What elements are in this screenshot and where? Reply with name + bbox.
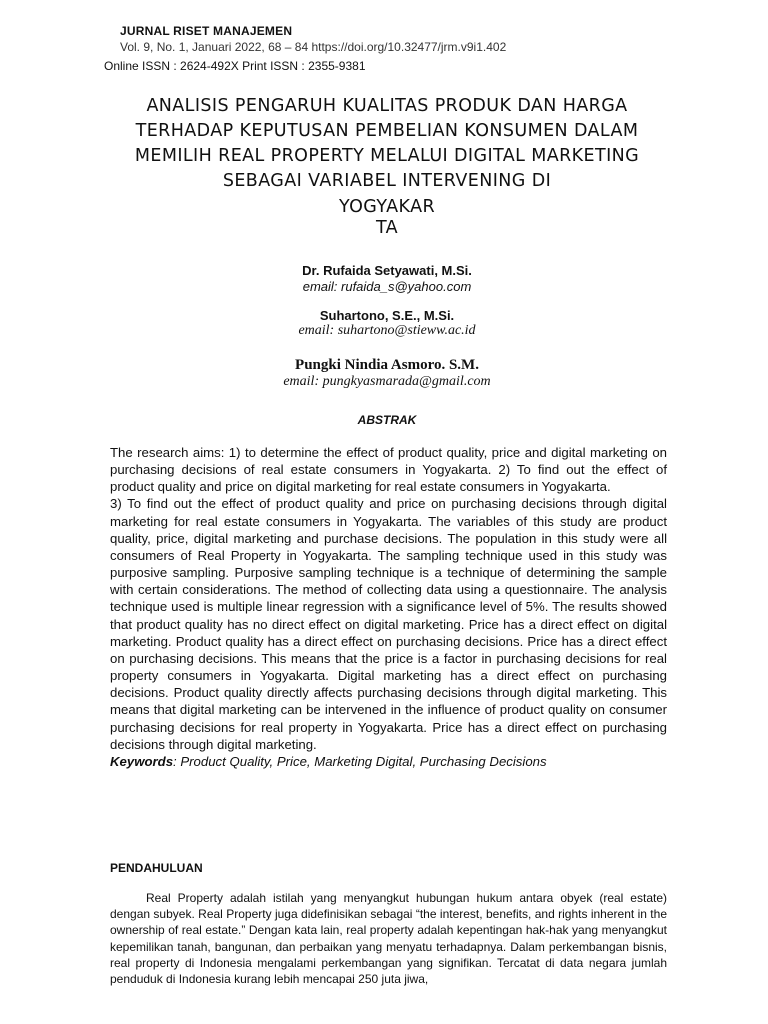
title-line: ANALISIS PENGARUH KUALITAS PRODUK DAN HARGA — [146, 96, 628, 116]
journal-name: JURNAL RISET MANAJEMEN — [120, 24, 293, 38]
paper-title — [100, 94, 674, 239]
keywords-label: Keywords — [110, 753, 174, 769]
title-line: SEBAGAI VARIABEL INTERVENING DI — [222, 171, 552, 191]
abstract-heading: ABSTRAK — [357, 413, 417, 427]
author-email: email: pungkyasmarada@gmail.com — [283, 374, 491, 389]
keywords-line — [110, 753, 667, 770]
keywords-text: : Product Quality, Price, Marketing Digital, Purchasing Decisions — [173, 753, 547, 769]
section-heading: PENDAHULUAN — [110, 861, 203, 875]
author-email: email: rufaida_s@yahoo.com — [302, 279, 472, 294]
title-line: TA — [375, 218, 399, 238]
abstract-paragraph: The research aims: 1) to determine the effect of product quality, price and digital marketing on purchasing decisions of real estate consumers in Yogyakarta. 2) To find out the effect of product quality and price on digital marketing for real estate consumers in Yogyakarta. — [110, 445, 667, 495]
author-email: email: suhartono@stieww.ac.id — [298, 323, 476, 338]
issn-line: Online ISSN : 2624-492X Print ISSN : 2355-9381 — [104, 59, 366, 73]
volume-doi-line: Vol. 9, No. 1, Januari 2022, 68 – 84 https://doi.org/10.32477/jrm.v9i1.402 — [120, 40, 507, 54]
abstract-paragraph: 3) To find out the effect of product quality and price on purchasing decisions through digital marketing for real estate consumers in Yogyakarta. The variables of this study are product quality, price, digital marketing and purchase decisions. The population in this study were all consumers of Real Property in Yogyakarta. The sampling technique used in this study was purposive sampling. Purposive sampling technique is a technique of determining the sample with certain considerations. The method of collecting data using a questionnaire. The analysis technique used is multiple linear regression with a significance level of 5%. The results showed that product quality has no direct effect on digital marketing. Price has a direct effect on digital marketing. Product quality has a direct effect on purchasing decisions. Price has a direct effect on purchasing decisions. This means that the price is a factor in purchasing decisions for real property consumers in Yogyakarta. Digital marketing has a direct effect on purchasing decisions. Product quality directly affects purchasing decisions through digital marketing. This means that digital marketing can be intervened in the influence of product quality on consumer purchasing decisions for real property in Yogyakarta. Price has a direct effect on purchasing decisions through digital marketing. — [110, 496, 667, 752]
title-line: MEMILIH REAL PROPERTY MELALUI DIGITAL MARKETING — [134, 146, 640, 166]
introduction-body — [110, 890, 667, 987]
title-line: TERHADAP KEPUTUSAN PEMBELIAN KONSUMEN DALAM — [135, 121, 639, 141]
abstract-body — [110, 444, 667, 770]
author-name: Pungki Nindia Asmoro. S.M. — [295, 357, 479, 373]
author-name: Dr. Rufaida Setyawati, M.Si. — [302, 263, 472, 278]
author-name: Suhartono, S.E., M.Si. — [319, 308, 455, 323]
title-line: YOGYAKAR — [339, 197, 435, 217]
introduction-paragraph: Real Property adalah istilah yang menyangkut hubungan hukum antara obyek (real estate) dengan subyek. Real Property juga didefinisikan sebagai “the interest, benefits, and rights inherent in the ownership of real estate.” Dengan kata lain, real property adalah kepentingan hak-hak yang menyangkut kepemilikan tanah, bangunan, dan perbaikan yang menyatu terhadapnya. Dalam perkembangan bisnis, real property di Indonesia mengalami perkembangan yang signifikan. Tercatat di data negara jumlah penduduk di Indonesia kurang lebih mencapai 250 juta jiwa, — [110, 891, 667, 987]
